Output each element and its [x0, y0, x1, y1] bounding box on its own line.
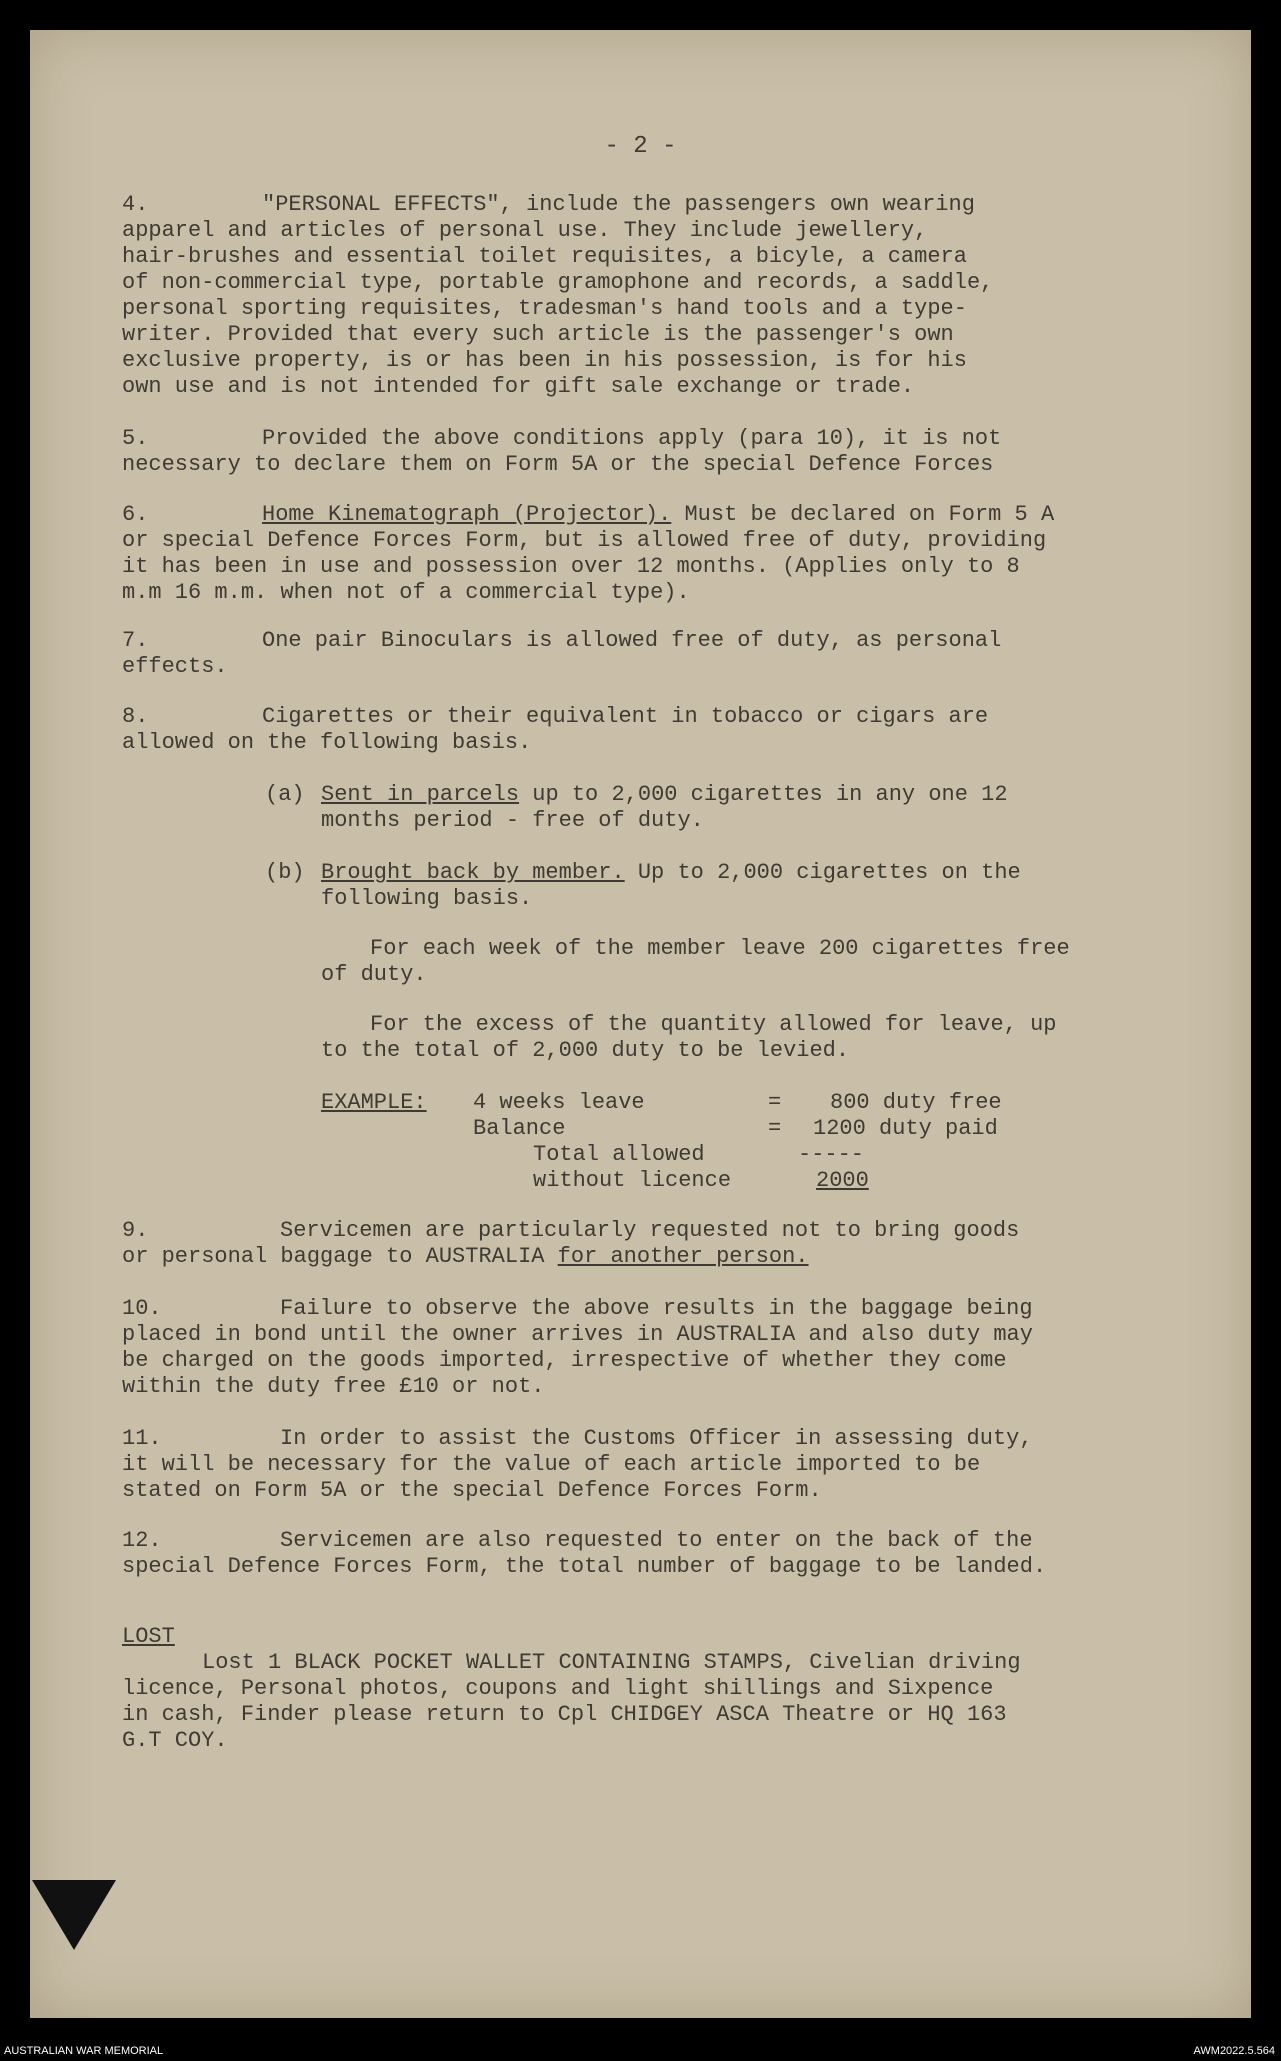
para9-line2 [122, 1244, 809, 1270]
para8b-heading: Brought back by member. [321, 860, 625, 885]
para6-line: or special Defence Forces Form, but is allowed free of duty, providing [122, 528, 1047, 553]
para7-line: One pair Binoculars is allowed free of duty, as personal [262, 628, 1002, 653]
example-label [321, 1090, 427, 1116]
para8-line: Cigarettes or their equivalent in tobacco or cigars are [262, 704, 989, 729]
para8a-line: up to 2,000 cigarettes in any one 12 [519, 782, 1008, 807]
para10-line: Failure to observe the above results in the baggage being [280, 1296, 1033, 1321]
para7-number: 7. [122, 628, 149, 653]
para7-line: effects. [122, 654, 228, 679]
para10-line: within the duty free £10 or not. [122, 1374, 545, 1399]
para6-line: m.m 16 m.m. when not of a commercial type). [122, 580, 690, 605]
example-dashes: ----- [798, 1142, 865, 1167]
example-row-label: 4 weeks leave [473, 1090, 645, 1115]
example-row-value: 1200 duty paid [813, 1116, 998, 1141]
para9-number: 9. [122, 1218, 149, 1243]
para12-line: Servicemen are also requested to enter on the back of the [280, 1528, 1033, 1553]
footer-accession-number: AWM2022.5.564 [1193, 2045, 1275, 2057]
example-row-label: Balance [473, 1116, 566, 1141]
example-row-eq: = [768, 1090, 782, 1115]
para11-number: 11. [122, 1426, 162, 1451]
para9-line: Servicemen are particularly requested not to bring goods [280, 1218, 1020, 1243]
para10-line: placed in bond until the owner arrives in AUSTRALIA and also duty may [122, 1322, 1033, 1347]
para6-heading: Home Kinematograph (Projector). [262, 502, 672, 527]
para8b-label: (b) [265, 860, 305, 885]
para6-number: 6. [122, 502, 149, 527]
para5-number: 5. [122, 426, 149, 451]
para8b-line: following basis. [321, 886, 533, 911]
para6-first-line [262, 502, 1054, 528]
para12-line: special Defence Forces Form, the total number of baggage to be landed. [122, 1554, 1047, 1579]
lost-line: Lost 1 BLACK POCKET WALLET CONTAINING STAMPS, Civelian driving [202, 1650, 1021, 1675]
example-row-eq: = [768, 1116, 782, 1141]
para8-number: 8. [122, 704, 149, 729]
example-total-value-text: 2000 [816, 1168, 869, 1193]
para4-line: writer. Provided that every such article is the passenger's own [122, 322, 954, 347]
para11-line: it will be necessary for the value of each article imported to be [122, 1452, 981, 1477]
example-row-value: 800 duty free [830, 1090, 1002, 1115]
para9-line2-text: or personal baggage to AUSTRALIA [122, 1244, 558, 1269]
example-total-label: without licence [533, 1168, 732, 1193]
para8-line: allowed on the following basis. [122, 730, 532, 755]
para4-line: exclusive property, is or has been in his possession, is for his [122, 348, 967, 373]
para11-line: In order to assist the Customs Officer in assessing duty, [280, 1426, 1033, 1451]
para4-number: 4. [122, 192, 149, 217]
para4-line: personal sporting requisites, tradesman's hand tools and a type- [122, 296, 967, 321]
para10-line: be charged on the goods imported, irrespective of whether they come [122, 1348, 1007, 1373]
para5-line: necessary to declare them on Form 5A or the special Defence Forces [122, 452, 994, 477]
footer-source: AUSTRALIAN WAR MEMORIAL [4, 2045, 164, 2057]
para8a-label: (a) [265, 782, 305, 807]
para10-number: 10. [122, 1296, 162, 1321]
document-text [30, 30, 1251, 2018]
example-total-label: Total allowed [533, 1142, 705, 1167]
para8b-sub1-line: of duty. [321, 962, 427, 987]
para4-line: of non-commercial type, portable gramophone and records, a saddle, [122, 270, 994, 295]
para4-line: apparel and articles of personal use. They include jewellery, [122, 218, 928, 243]
para8a-heading: Sent in parcels [321, 782, 520, 807]
para8a-line: months period - free of duty. [321, 808, 704, 833]
lost-line: G.T COY. [122, 1728, 228, 1753]
para4-line: own use and is not intended for gift sale exchange or trade. [122, 374, 915, 399]
document-page [30, 30, 1251, 2018]
para8b-sub2-line: to the total of 2,000 duty to be levied. [321, 1038, 850, 1063]
para8b-first-line [321, 860, 1021, 886]
para8b-sub1-line: For each week of the member leave 200 cigarettes free [370, 936, 1070, 961]
para9-line2-underlined: for another person. [557, 1244, 809, 1269]
para8a-first-line [321, 782, 1008, 808]
para8b-sub2-line: For the excess of the quantity allowed for leave, up [370, 1012, 1057, 1037]
para8b-line: Up to 2,000 cigarettes on the [624, 860, 1021, 885]
corner-mark [32, 1880, 116, 1950]
para12-number: 12. [122, 1528, 162, 1553]
para6-line: Must be declared on Form 5 A [671, 502, 1055, 527]
para5-line: Provided the above conditions apply (para 10), it is not [262, 426, 1002, 451]
example-total-value [816, 1168, 869, 1194]
lost-line: in cash, Finder please return to Cpl CHIDGEY ASCA Theatre or HQ 163 [122, 1702, 1007, 1727]
para4-line: hair-brushes and essential toilet requisites, a bicyle, a camera [122, 244, 967, 269]
lost-line: licence, Personal photos, coupons and light shillings and Sixpence [122, 1676, 994, 1701]
page-number: - 2 - [604, 133, 677, 160]
para4-line: "PERSONAL EFFECTS", include the passengers own wearing [262, 192, 975, 217]
lost-heading [122, 1624, 175, 1650]
para11-line: stated on Form 5A or the special Defence Forces Form. [122, 1478, 822, 1503]
lost-heading-text: LOST [122, 1624, 175, 1649]
para6-line: it has been in use and possession over 12 months. (Applies only to 8 [122, 554, 1020, 579]
example-label-text: EXAMPLE: [321, 1090, 427, 1115]
